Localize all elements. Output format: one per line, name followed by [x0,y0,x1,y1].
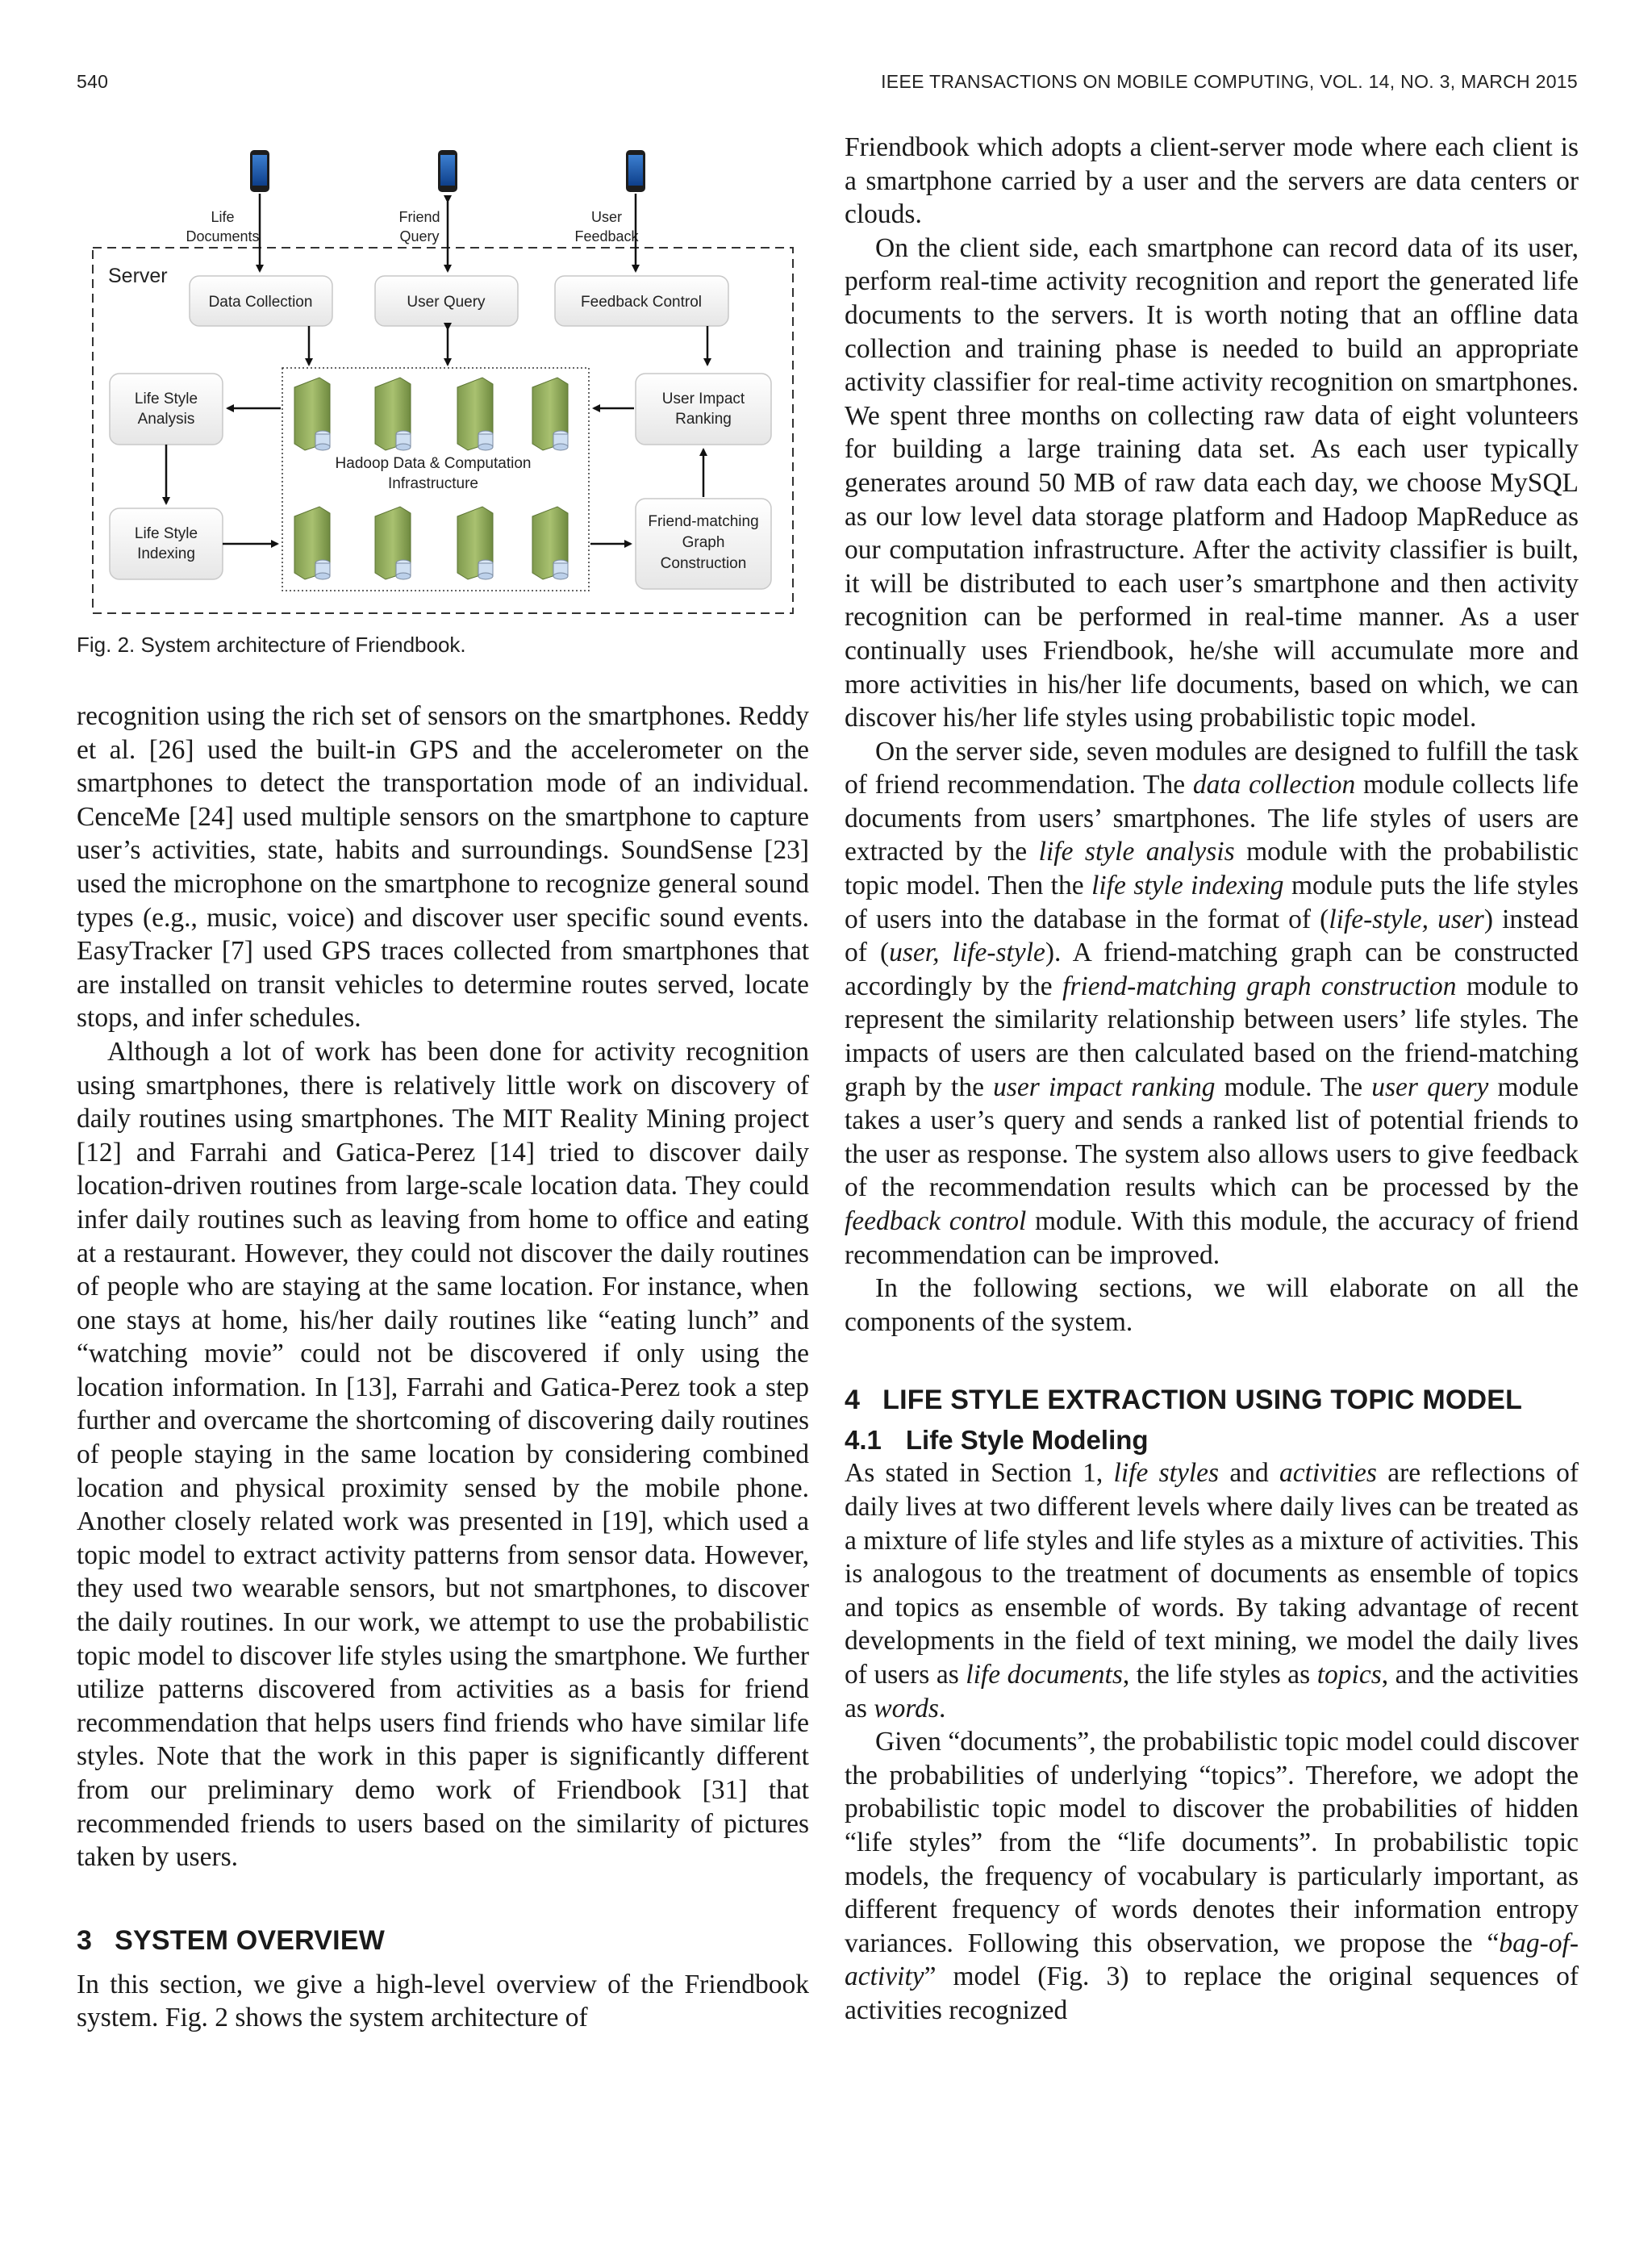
label-part: User [590,209,623,225]
server-icon [532,378,568,450]
text-run: , and the activities as [845,1659,1579,1723]
emphasis: life style analysis [1038,837,1235,867]
hadoop-label-text: Infrastructure [388,475,478,492]
left-column [77,700,809,2035]
section-title: LIFE STYLE EXTRACTION USING TOPIC MODEL [882,1385,1523,1416]
module-text: Indexing [137,545,195,562]
emphasis: activities [1279,1458,1377,1489]
server-icon [375,378,411,450]
paragraph: Although a lot of work has been done for activity recognition using smartphones, there is relatively little work on discovery of daily routines using smartphones. The MIT Reality Mining project [12] and Farrahi and Gatica-Perez [14] tried to discover daily location-driven routines from large-scale location data. They could infer daily routines such as leaving from home to office and eating at a restaurant. However, they could not discover the daily routines of people who are staying at the same location. For instance, when one stays at home, his/her daily routines like “eating lunch” and “watching movie” could not be discovered if only using the location information. In [13], Farrahi and Gatica-Perez took a step further and overcame the shortcoming of discovering daily routines of people staying in the same location by considering combined location and physical proximity sensed by the mobile phone. Another closely related work was presented in [19], which used a topic model to extract activity patterns from sensor data. However, they used two wearable sensors, but not smartphones, to discover the daily routines. In our work, we attempt to use the probabilistic topic model to discover life styles using the smartphone. We further utilize patterns discovered from activities as a basis for friend recommendation that helps users find friends who have similar life styles. Note that the work in this paper is significantly different from our preliminary demo work of Friendbook [31] that recommended friends to users based on the similarity of pictures taken by users. [77,1036,809,1873]
text-run: On the server side, seven modules are designed to fulfill the task of friend recommendation. The [845,736,1579,800]
paragraph [845,1725,1579,2027]
module-text: User Impact [661,391,745,407]
server-icon [294,378,330,450]
section-heading [845,1384,1579,1416]
module-text: Graph [682,534,725,551]
emphasis: life documents [966,1659,1123,1690]
right-column [845,131,1579,2027]
running-header: IEEE TRANSACTIONS ON MOBILE COMPUTING, VOL. 14, NO. 3, MARCH 2015 [881,71,1578,92]
figure-caption: Fig. 2. System architecture of Friendbook. [77,633,466,657]
emphasis: user query [1371,1072,1489,1102]
smartphone-icon [626,150,645,192]
label-user-feedback [574,209,639,244]
label-part: Life [211,209,235,225]
text-run: module. The [1215,1072,1372,1102]
label-part: Feedback [574,228,639,244]
module-text: Life Style [134,391,198,407]
paragraph: In the following sections, we will elaborate on all the components of the system. [845,1273,1579,1337]
section-heading [77,1924,809,1957]
text-run: ) instead of ( [845,904,1579,968]
text-run: module takes a user’s query and sends a ranked list of potential friends to the user as response. The system also allows users to give feedback of the recommendation results which can be processed by the [845,1072,1579,1203]
emphasis: user, life-style [889,938,1045,968]
module-data-collection: Data Collection [208,294,313,311]
emphasis: feedback control [845,1206,1027,1236]
label-friend-query [398,209,440,244]
hadoop-label [336,455,532,492]
text-run: Given “documents”, the probabilistic topic model could discover the probabilities of underlying “topics”. Therefore, we adopt the probabilistic topic model to discover the probabilities of hidden “life styles” from the “life documents”. In probabilistic topic models, the frequency of vocabulary is particularly important, as different frequency of words denotes their information entropy variances. Following this observation, we propose the “ [845,1727,1579,1958]
emphasis: life styles [1113,1458,1220,1489]
emphasis: friend-matching graph construction [1062,971,1457,1001]
emphasis: data collection [1192,770,1356,800]
emphasis: life style indexing [1091,871,1284,901]
module-text: Ranking [675,411,732,428]
emphasis: topics [1316,1659,1382,1690]
server-icon [457,507,493,579]
page-number: 540 [77,71,109,92]
paragraph [845,1456,1579,1725]
text-run: . [938,1693,946,1723]
paragraph: Friendbook which adopts a client-server mode where each client is a smartphone carried by a user and the servers are data centers or clouds. [845,132,1579,230]
text-run: module puts the life styles of users into the database in the format of ( [845,871,1579,934]
emphasis: life-style, user [1329,904,1484,934]
server-icon [457,378,493,450]
paragraph [845,735,1579,1272]
label-life-documents [186,209,259,244]
text-run: As stated in Section 1, [845,1458,1114,1489]
module-feedback-control: Feedback Control [581,294,702,311]
section-title: SYSTEM OVERVIEW [115,1924,385,1956]
emphasis: bag-of-activity [845,1928,1579,1992]
system-architecture-figure [81,137,803,621]
server-icon [375,507,411,579]
section-number: 3 [77,1924,93,1956]
text-run: ). A friend-matching graph can be constructed accordingly by the [845,938,1579,1001]
label-part: Query [399,228,440,244]
text-run: module. With this module, the accuracy of friend recommendation can be improved. [845,1206,1579,1270]
server-icon [294,507,330,579]
text-run: module to represent the similarity relationship between users’ life styles. The impacts of users are then calculated based on the friend-matching graph by the [845,971,1579,1102]
paragraph: In this section, we give a high-level overview of the Friendbook system. Fig. 2 shows the system architecture of [77,1969,809,2033]
hadoop-label-text: Hadoop Data & Computation [335,455,532,472]
text-run: and [1219,1458,1279,1489]
text-run: are reflections of daily lives at two different levels where daily lives can be treated as a mixture of life styles and life styles as a mixture of activities. This is analogous to the treatment of documents as ensemble of topics and topics as ensemble of words. By taking advantage of recent developments in the field of text mining, we model the daily lives of users as [845,1458,1579,1690]
module-text: Analysis [137,411,195,428]
smartphone-icon [250,150,269,192]
paragraph: On the client side, each smartphone can record data of its user, perform real-time activity recognition and report the generated life documents to the servers. It is worth noting that an offline data collection and training phase is needed to build an appropriate activity classifier for real-time activity recognition on smartphones. We spent three months on collecting raw data of eight volunteers for building a large training data set. As each user typically generates around 50 MB of raw data each day, we choose MySQL as our low level data storage platform and Hadoop MapReduce as our computation infrastructure. After the activity classifier is built, it will be distributed to each user’s smartphone and then activity recognition can be performed in real-time manner. As a user continually uses Friendbook, he/she will accumulate more and more activities in his/her life documents, based on which, we can discover his/her life styles using probabilistic topic model. [845,232,1579,733]
module-text: Life Style [134,525,198,542]
text-run: , the life styles as [1122,1659,1317,1690]
label-part: Documents [186,228,260,244]
module-text: Friend-matching [648,513,759,530]
section-number: 4 [845,1385,861,1416]
label-part: Friend [398,209,440,225]
subsection-title: Life Style Modeling [905,1425,1149,1456]
emphasis: user impact ranking [993,1072,1216,1102]
text-run: module with the probabilistic topic model. Then the [845,837,1579,901]
text-run: module collects life documents from users’ smartphones. The life styles of users are extracted by the [845,770,1579,867]
text-run: ” model (Fig. 3) to replace the original sequences of activities recognized [845,1961,1579,2025]
server-icon [532,507,568,579]
subsection-number: 4.1 [845,1425,882,1456]
server-label: Server [108,265,168,287]
emphasis: words [874,1693,939,1723]
smartphone-icon [438,150,457,192]
paragraph: recognition using the rich set of sensors on the smartphones. Reddy et al. [26] used the built-in GPS and the accelerometer on the smartphones to detect the transportation mode of an individual. CenceMe [24] used multiple sensors on the smartphone to capture user’s activities, state, habits and surroundings. SoundSense [23] used the microphone on the smartphone to recognize general sound types (e.g., music, voice) and discover user specific sound events. EasyTracker [7] used GPS traces collected from smartphones that are installed on transit vehicles to determine routes served, locate stops, and infer schedules. [77,701,809,1034]
module-user-query: User Query [407,294,486,311]
module-text: Construction [660,555,747,572]
subsection-heading [845,1424,1579,1456]
